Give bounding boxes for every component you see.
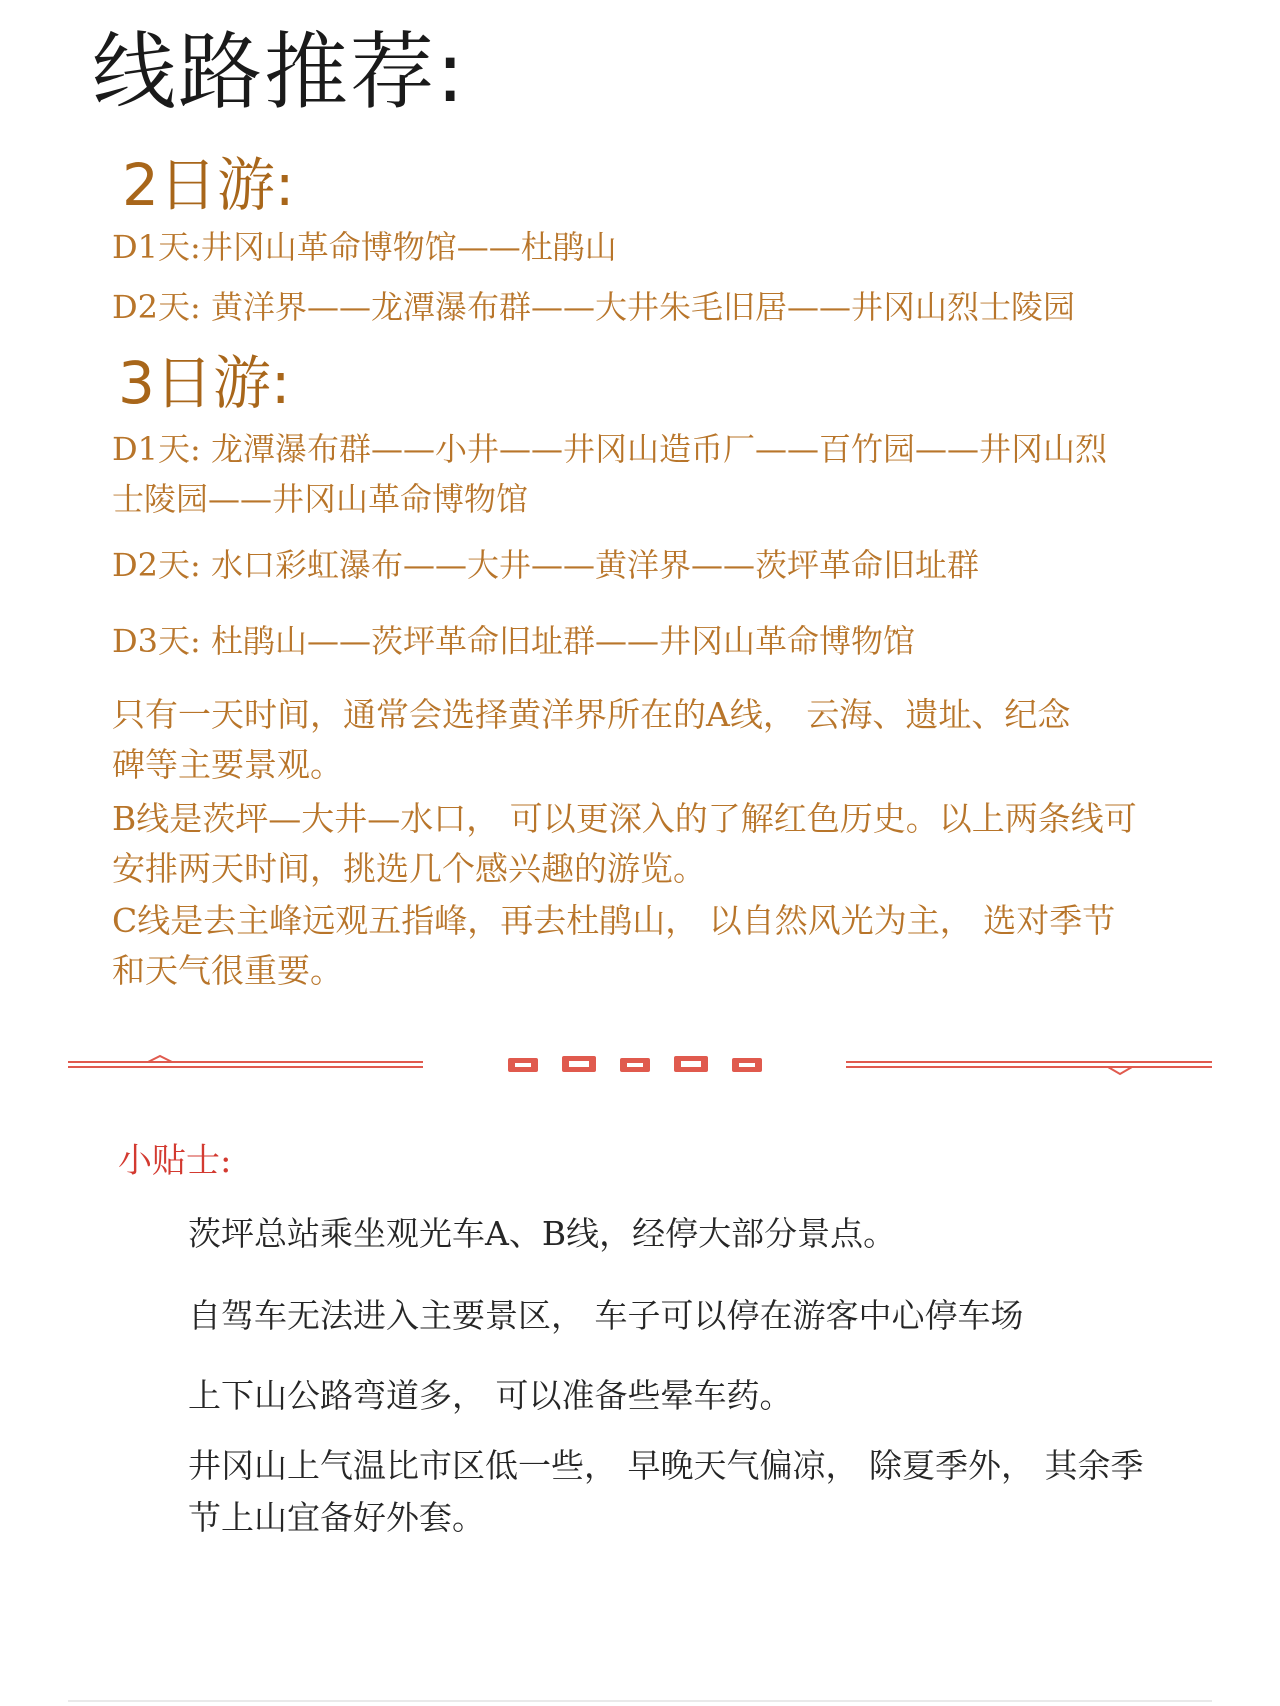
tip-2-line1: 自驾车无法进入主要景区， 车子可以停在游客中心停车场	[188, 1296, 1024, 1335]
tips-label: 小贴士:	[118, 1141, 232, 1181]
heading-2-day-tour: 2日游:	[122, 151, 295, 219]
page-title: 线路推荐:	[92, 23, 467, 121]
route-b-description	[112, 794, 1202, 894]
tip-4-line2: 节上山宜备好外套。	[188, 1498, 485, 1537]
divider-right-rule	[846, 1062, 1212, 1074]
2day-d2: D2天: 黄洋界——龙潭瀑布群——大井朱毛旧居——井冈山烈士陵园	[112, 288, 1075, 326]
tip-item	[188, 1370, 1198, 1422]
tip-item	[188, 1208, 1198, 1260]
3day-d1	[112, 424, 1202, 524]
route-c-description	[112, 896, 1202, 996]
tip-item	[188, 1290, 1198, 1342]
route-a-line1: 只有一天时间，通常会选择黄洋界所在的A线， 云海、遗址、纪念	[112, 695, 1071, 734]
route-c-line2: 和天气很重要。	[112, 951, 343, 990]
route-b-line1: B线是茨坪—大井—水口， 可以更深入的了解红色历史。以上两条线可	[112, 799, 1137, 838]
tip-3-line1: 上下山公路弯道多， 可以准备些晕车药。	[188, 1376, 793, 1415]
ornamental-divider	[68, 1046, 1212, 1086]
route-b-line2: 安排两天时间，挑选几个感兴趣的游览。	[112, 849, 706, 888]
tip-item	[188, 1440, 1198, 1544]
bottom-divider	[68, 1700, 1212, 1702]
route-c-line1: C线是去主峰远观五指峰，再去杜鹃山， 以自然风光为主， 选对季节	[112, 901, 1116, 940]
3day-d1-line2: 士陵园——井冈山革命博物馆	[112, 480, 529, 518]
2day-d1: D1天:井冈山革命博物馆——杜鹃山	[112, 228, 617, 266]
route-a-description	[112, 690, 1202, 790]
tip-4-line1: 井冈山上气温比市区低一些， 早晚天气偏凉， 除夏季外， 其余季	[188, 1446, 1144, 1485]
3day-d1-line1: D1天: 龙潭瀑布群——小井——井冈山造币厂——百竹园——井冈山烈	[112, 430, 1107, 468]
heading-3-day-tour: 3日游:	[118, 349, 291, 417]
3day-d3: D3天: 杜鹃山——茨坪革命旧址群——井冈山革命博物馆	[112, 622, 915, 660]
divider-left-rule	[68, 1056, 423, 1067]
tip-1-line1: 茨坪总站乘坐观光车A、B线，经停大部分景点。	[188, 1214, 897, 1253]
3day-d2: D2天: 水口彩虹瀑布——大井——黄洋界——茨坪革命旧址群	[112, 546, 979, 584]
route-a-line2: 碑等主要景观。	[112, 745, 343, 784]
